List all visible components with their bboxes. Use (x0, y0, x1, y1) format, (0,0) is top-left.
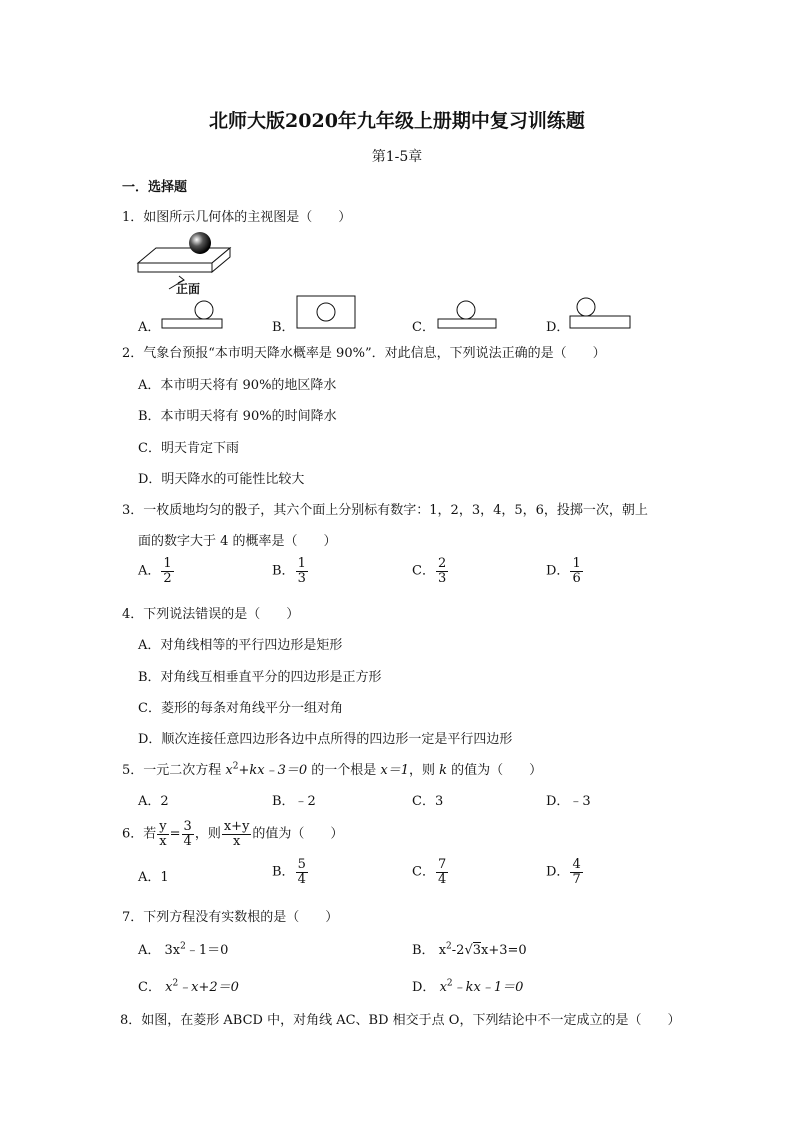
q7-option-b: B． $x^2-2√3x+3=0$ (412, 941, 527, 958)
q1-option-c-figure (436, 298, 498, 332)
question-3-stem-line2: 面的数字大于 4 的概率是（ ） (138, 534, 337, 549)
q1-option-a-figure (160, 298, 224, 332)
q3-option-a: A． $\frac{1}{2}$ (138, 556, 172, 586)
question-2-stem: 2．气象台预报“本市明天降水概率是 90%”．对此信息，下列说法正确的是（ ） (122, 346, 606, 361)
q5-option-c: C．3 (412, 794, 444, 809)
question-7-stem: 7．下列方程没有实数根的是（ ） (122, 910, 339, 925)
q1-option-b-figure (296, 295, 358, 331)
q5-option-b: B．﹣2 (272, 794, 316, 809)
question-5-stem: 5．一元二次方程 $x^2+kx﹣3=0$ 的一个根是 x＝1，则 k 的值为（ ） (122, 761, 543, 778)
q1-option-d-figure (568, 296, 634, 332)
question-6-stem: 6．若 $\frac{y}{x}$ = $\frac{3}{4}$ ，则 $\frac{x+y}{x}$ 的值为（ ） (122, 819, 344, 849)
q4-option-b: B．对角线互相垂直平分的四边形是正方形 (138, 670, 382, 685)
q1-option-d-label: D． (546, 320, 570, 335)
q1-option-b-label: B． (272, 320, 295, 335)
page-title: 北师大版2020年九年级上册期中复习训练题 (209, 110, 585, 132)
q7-option-c: C． $x^2﹣x+2=0$ (138, 978, 239, 995)
q6-option-c: C． $\frac{7}{4}$ (412, 857, 447, 887)
q2-option-d: D．明天降水的可能性比较大 (138, 472, 305, 487)
q6-option-b: B． $\frac{5}{4}$ (272, 857, 306, 887)
q4-option-d: D．顺次连接任意四边形各边中点所得的四边形一定是平行四边形 (138, 732, 513, 747)
q2-option-a: A．本市明天将有 90%的地区降水 (138, 378, 337, 393)
q4-option-c: C．菱形的每条对角线平分一组对角 (138, 701, 343, 716)
q3-option-b: B． $\frac{1}{3}$ (272, 556, 306, 586)
q6-option-a: A．1 (138, 870, 169, 885)
q2-option-b: B．本市明天将有 90%的时间降水 (138, 409, 337, 424)
q3-option-c: C． $\frac{2}{3}$ (412, 556, 447, 586)
q1-front-label: 正面 (176, 282, 201, 296)
section-heading: 一．选择题 (122, 180, 188, 195)
question-4-stem: 4．下列说法错误的是（ ） (122, 607, 300, 622)
q1-option-a-label: A． (138, 320, 161, 335)
q1-option-c-label: C． (412, 320, 435, 335)
q6-option-d: D． $\frac{4}{7}$ (546, 857, 581, 887)
q7-option-d: D． $x^2﹣kx﹣1=0$ (412, 978, 524, 995)
q5-option-a: A．2 (138, 794, 169, 809)
question-3-stem-line1: 3．一枚质地均匀的骰子，其六个面上分别标有数字：1，2，3，4，5，6，投掷一次，朝上 (122, 503, 648, 518)
q7-option-a: A． $3x^2﹣1=0$ (138, 941, 229, 958)
q4-option-a: A．对角线相等的平行四边形是矩形 (138, 638, 343, 653)
ball (189, 232, 211, 254)
radical-sign-icon: √ (464, 943, 473, 958)
question-8-stem: 8．如图，在菱形 ABCD 中，对角线 AC、BD 相交于点 O，下列结论中不一定成立的是（ ） (120, 1013, 681, 1028)
q5-option-d: D．﹣3 (546, 794, 591, 809)
q2-option-c: C．明天肯定下雨 (138, 441, 239, 456)
q3-option-d: D． $\frac{1}{6}$ (546, 556, 581, 586)
question-1-stem: 1．如图所示几何体的主视图是（ ） (122, 210, 352, 225)
page-subtitle: 第1-5章 (371, 149, 423, 165)
